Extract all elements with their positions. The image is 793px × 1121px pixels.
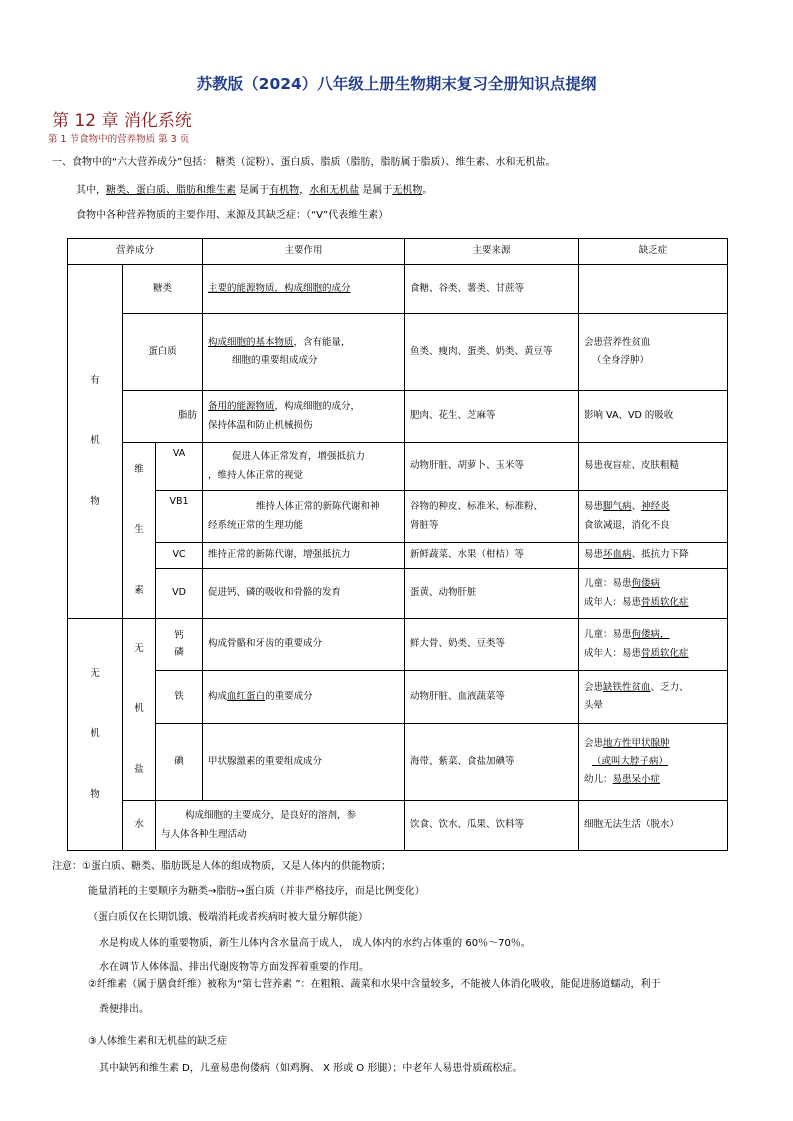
table-row: 脂肪 备用的能源物质，构成细胞的成分， 保持体温和防止机械损伤 肥肉、花生、芝麻等 影响 VA、VD 的吸收: [68, 391, 728, 443]
row-name-va: VA: [156, 443, 203, 491]
table-header-row: [68, 239, 728, 265]
note-4: 水是构成人体的重要物质，新生儿体内含水量高于成人， 成人体内的水约占体重的 60％～70％。: [99, 938, 531, 949]
intro-line-1: 一、食物中的“六大营养成分”包括： 糖类（淀粉）、蛋白质、脂质（脂肪，脂肪属于脂质）、维生素、水和无机盐。: [52, 157, 556, 168]
nutrient-table: [67, 238, 728, 851]
header-role: 主要作用: [203, 239, 405, 265]
source-calcium: 鲜大骨、奶类、豆类等: [405, 619, 579, 671]
chapter-heading: 第 12 章 消化系统: [52, 111, 192, 131]
row-name-fat: 脂肪: [123, 391, 203, 443]
role-calcium: 构成骨骼和牙齿的重要成分: [203, 619, 405, 671]
group-inorganic: 无 机 物: [68, 619, 123, 851]
section-heading: 第 1 节食物中的营养物质 第 3 页: [48, 134, 190, 145]
note-8: ③人体维生素和无机盐的缺乏症: [88, 1036, 227, 1047]
group-mineral: 无 机 盐: [123, 619, 156, 801]
row-name-protein: 蛋白质: [123, 314, 203, 391]
deficiency-va: 易患夜盲症、皮肤粗糙: [579, 443, 728, 491]
group-organic: 有 机 物: [68, 265, 123, 619]
header-nutrient: 营养成分: [68, 239, 203, 265]
note-2: 能量消耗的主要顺序为糖类→脂肪→蛋白质（并非严格技序，而是比例变化）: [88, 886, 425, 897]
source-sugar: 食糖、谷类、薯类、甘蔗等: [405, 265, 579, 314]
row-name-iron: 铁: [156, 671, 203, 724]
table-row: 碘 甲状腺激素的重要组成成分 海带、紫菜、食盐加碘等 会患地方性甲状腺肿 （或叫大脖子病） 幼儿：易患呆小症: [68, 724, 728, 801]
source-water: 饮食、饮水、瓜果、饮料等: [405, 801, 579, 851]
table-row: VC 维持正常的新陈代谢，增强抵抗力 新鲜蔬菜、水果（柑桔）等 易患坏血病、抵抗力下降: [68, 543, 728, 569]
source-protein: 鱼类、瘦肉、蛋类、奶类、黄豆等: [410, 345, 553, 357]
deficiency-sugar: [579, 265, 728, 314]
note-5: 水在调节人体体温、排出代谢废物等方面发挥着重要的作用。: [99, 962, 369, 973]
source-va: 动物肝脏、胡萝卜、玉米等: [405, 443, 579, 491]
intro-line-3: 食物中各种营养物质的主要作用、来源及其缺乏症：（“V”代表维生素）: [76, 210, 389, 221]
row-name-water: 水: [123, 801, 156, 851]
table-row: 无 机 物 无 机 盐 钙 磷 构成骨骼和牙齿的重要成分 鲜大骨、奶类、豆类等 儿童：易患佝偻病， 成年人：易患骨质软化症: [68, 619, 728, 671]
header-deficiency: 缺乏症: [579, 239, 728, 265]
source-iron: 动物肝脏、血液蔬菜等: [405, 671, 579, 724]
table-row: 铁 构成血红蛋白的重要成分 动物肝脏、血液蔬菜等 会患缺铁性贫血、乏力、 头晕: [68, 671, 728, 724]
row-name-calcium: 钙 磷: [156, 619, 203, 671]
source-vd: 蛋黄、动物肝脏: [405, 569, 579, 619]
table-row: VB1 维持人体正常的新陈代谢和神 经系统正常的生理功能 谷物的种皮、标准米、标准粉、 肾脏等 易患脚气病、神经炎 食欲减退，消化不良: [68, 491, 728, 543]
group-vitamin: 维 生 素: [123, 443, 156, 619]
row-name-vb1: VB1: [156, 491, 203, 543]
note-7: 粪便排出。: [99, 1004, 149, 1015]
source-iodine: 海带、紫菜、食盐加碘等: [405, 724, 579, 801]
organic-list: 糖类、蛋白质、脂肪和维生素: [106, 185, 236, 196]
document-title: 苏教版（2024）八年级上册生物期末复习全册知识点提纲: [196, 75, 597, 93]
note-9: 其中缺钙和维生素 D，儿童易患佝偻病（如鸡胸、 X 形或 O 形腿）；中老年人易患骨质疏松症。: [99, 1063, 523, 1074]
header-source: 主要来源: [405, 239, 579, 265]
source-vc: 新鲜蔬菜、水果（柑桔）等: [405, 543, 579, 569]
inorganic-list: 水和无机盐: [309, 185, 360, 196]
intro-line-2: 其中，糖类、蛋白质、脂肪和维生素 是属于有机物，水和无机盐 是属于无机物。: [76, 185, 433, 196]
deficiency-water: 细胞无法生活（脱水）: [579, 801, 728, 851]
role-vc: 维持正常的新陈代谢，增强抵抗力: [203, 543, 405, 569]
table-row: [68, 265, 728, 314]
row-name-sugar: 糖类: [123, 265, 203, 314]
note-3: （蛋白质仅在长期饥饿、极端消耗或者疾病时被大量分解供能）: [88, 912, 368, 923]
note-1: 注意：①蛋白质、糖类、脂肪既是人体的组成物质，又是人体内的供能物质；: [52, 861, 391, 872]
source-fat: 肥肉、花生、芝麻等: [405, 391, 579, 443]
row-name-iodine: 碘: [156, 724, 203, 801]
table-row: 蛋白质 构成细胞的基本物质，含有能量， 细胞的重要组成成分 鱼类、瘦肉、蛋类、奶类、黄豆等 会患营养性贫血 （全身浮肿）: [68, 314, 728, 391]
role-vd: 促进钙、磷的吸收和骨骼的发育: [203, 569, 405, 619]
note-6: ②纤维素（属于膳食纤维）被称为“第七营养素 ”：在粗粮、蔬菜和水果中含量较多，不能被人体消化吸收，能促进肠道蠕动，利于: [88, 979, 661, 990]
role-sugar: 主要的能源物质，构成细胞的成分: [208, 282, 351, 294]
table-row: 水 构成细胞的主要成分，是良好的溶剂，参 与人体各种生理活动 饮食、饮水、瓜果、饮料等 细胞无法生活（脱水）: [68, 801, 728, 851]
table-row: 维 生 素 VA 促进人体正常发育，增强抵抗力 ，维持人体正常的视觉 动物肝脏、胡萝卜、玉米等 易患夜盲症、皮肤粗糙: [68, 443, 728, 491]
table-row: VD 促进钙、磷的吸收和骨骼的发育 蛋黄、动物肝脏 儿童：易患佝偻病 成年人：易患骨质软化症: [68, 569, 728, 619]
row-name-vc: VC: [156, 543, 203, 569]
role-iodine: 甲状腺激素的重要组成成分: [203, 724, 405, 801]
row-name-vd: VD: [156, 569, 203, 619]
deficiency-fat: 影响 VA、VD 的吸收: [579, 391, 728, 443]
